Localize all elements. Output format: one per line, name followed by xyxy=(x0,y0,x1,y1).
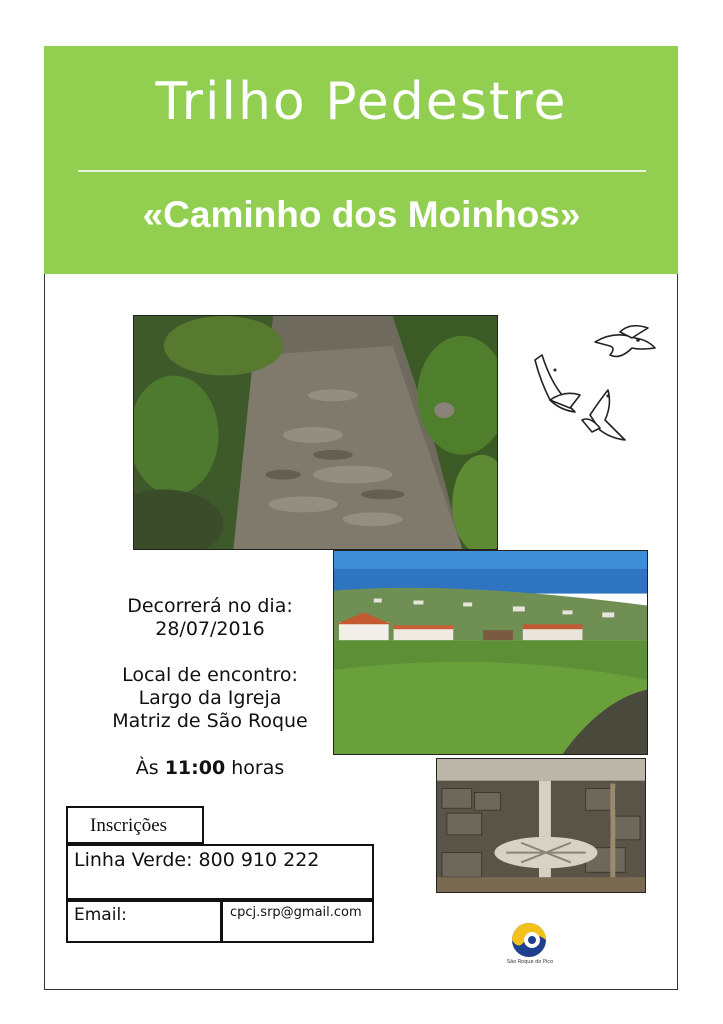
registration-email-row xyxy=(66,900,374,943)
registration-label: Inscrições xyxy=(66,806,204,844)
start-time xyxy=(60,757,360,780)
meeting-place-line2: Matriz de São Roque xyxy=(112,710,308,732)
poster-title: Trilho Pedestre xyxy=(155,72,568,132)
date-value: 28/07/2016 xyxy=(155,618,265,640)
time-suffix: horas xyxy=(231,757,285,779)
time-prefix: Às xyxy=(135,757,159,779)
email-divider xyxy=(220,902,223,941)
birds-illustration xyxy=(520,320,670,460)
registration-phone: Linha Verde: 800 910 222 xyxy=(66,844,374,900)
time-value: 11:00 xyxy=(164,757,226,779)
trail-photo xyxy=(133,315,498,550)
email-label: Email: xyxy=(74,905,127,925)
landscape-photo xyxy=(333,550,648,755)
poster-subtitle: «Caminho dos Moinhos» xyxy=(142,194,581,235)
meeting-place-label: Local de encontro: xyxy=(122,664,298,686)
email-value: cpcj.srp@gmail.com xyxy=(230,905,362,920)
logo-caption: São Roque do Pico xyxy=(506,959,554,965)
mill-photo xyxy=(436,758,646,893)
meeting-place-line1: Largo da Igreja xyxy=(138,687,282,709)
header-divider xyxy=(78,170,646,172)
date-label: Decorrerá no dia: xyxy=(127,595,293,617)
